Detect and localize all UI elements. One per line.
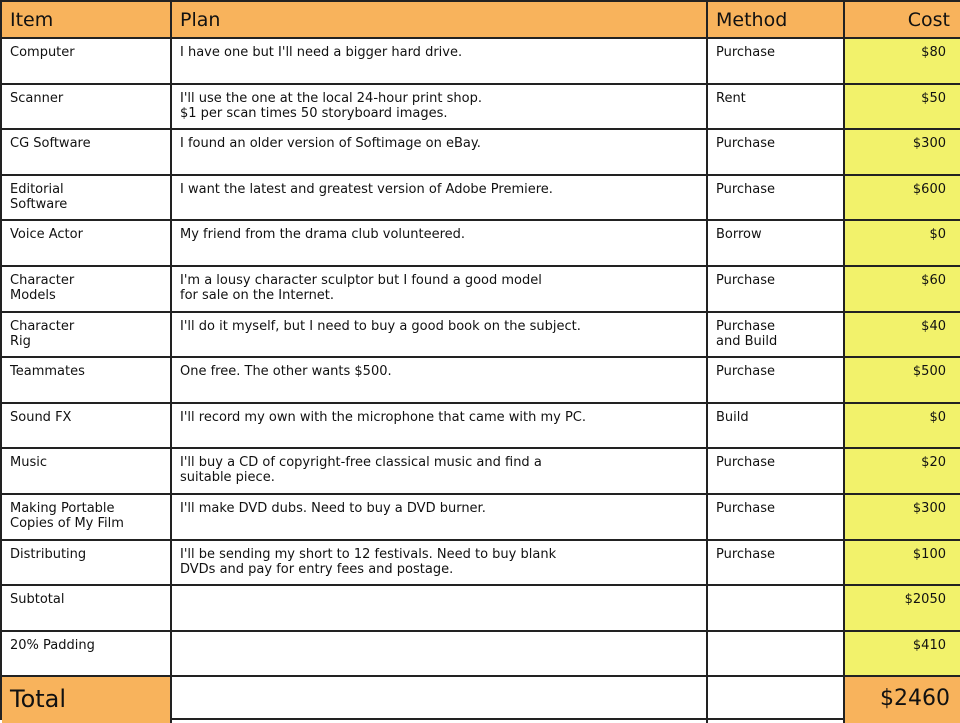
method-cell: Purchase [708,39,845,85]
plan-cell: I'll buy a CD of copyright-free classical music and find a suitable piece. [172,449,708,495]
plan-cell [172,632,708,678]
item-cell: Music [2,449,172,495]
cost-cell: $300 [845,130,960,176]
method-cell: Purchase [708,130,845,176]
method-cell: Purchase and Build [708,313,845,359]
cost-cell: $300 [845,495,960,541]
padding-cost: $410 [845,632,960,678]
item-cell: Computer [2,39,172,85]
plan-cell: I found an older version of Softimage on eBay. [172,130,708,176]
total-cost: $2460 [845,677,960,723]
cost-cell: $0 [845,404,960,450]
cost-cell: $80 [845,39,960,85]
item-cell: Character Rig [2,313,172,359]
header-plan: Plan [172,2,708,39]
method-cell: Purchase [708,541,845,587]
cost-cell: $600 [845,176,960,222]
header-cost: Cost [845,2,960,39]
plan-cell: My friend from the drama club volunteered. [172,221,708,267]
method-cell: Purchase [708,358,845,404]
total-label: Total [2,677,172,723]
method-cell: Purchase [708,449,845,495]
item-cell: Teammates [2,358,172,404]
plan-cell: I'll record my own with the microphone that came with my PC. [172,404,708,450]
method-cell: Purchase [708,267,845,313]
cost-cell: $60 [845,267,960,313]
subtotal-cost: $2050 [845,586,960,632]
item-cell: CG Software [2,130,172,176]
plan-cell: I'll be sending my short to 12 festivals. Need to buy blank DVDs and pay for entry fees and postage. [172,541,708,587]
plan-cell [172,586,708,632]
total-plan-empty [172,677,708,723]
cost-cell: $500 [845,358,960,404]
header-method: Method [708,2,845,39]
item-cell: Scanner [2,85,172,131]
item-cell: Sound FX [2,404,172,450]
item-cell: Voice Actor [2,221,172,267]
plan-cell: I'm a lousy character sculptor but I found a good model for sale on the Internet. [172,267,708,313]
item-cell: Making Portable Copies of My Film [2,495,172,541]
cost-cell: $0 [845,221,960,267]
method-cell [708,586,845,632]
item-cell: 20% Padding [2,632,172,678]
plan-cell: I'll do it myself, but I need to buy a good book on the subject. [172,313,708,359]
method-cell: Purchase [708,176,845,222]
method-cell [708,632,845,678]
method-cell: Purchase [708,495,845,541]
item-cell: Distributing [2,541,172,587]
method-cell: Borrow [708,221,845,267]
total-method-empty [708,677,845,723]
item-cell: Character Models [2,267,172,313]
plan-cell: I have one but I'll need a bigger hard drive. [172,39,708,85]
plan-cell: I'll use the one at the local 24-hour print shop. $1 per scan times 50 storyboard images. [172,85,708,131]
item-cell: Editorial Software [2,176,172,222]
cost-cell: $20 [845,449,960,495]
plan-cell: I want the latest and greatest version of Adobe Premiere. [172,176,708,222]
cost-cell: $40 [845,313,960,359]
plan-cell: I'll make DVD dubs. Need to buy a DVD burner. [172,495,708,541]
cost-cell: $100 [845,541,960,587]
header-item: Item [2,2,172,39]
method-cell: Rent [708,85,845,131]
method-cell: Build [708,404,845,450]
item-cell: Subtotal [2,586,172,632]
plan-cell: One free. The other wants $500. [172,358,708,404]
cost-cell: $50 [845,85,960,131]
